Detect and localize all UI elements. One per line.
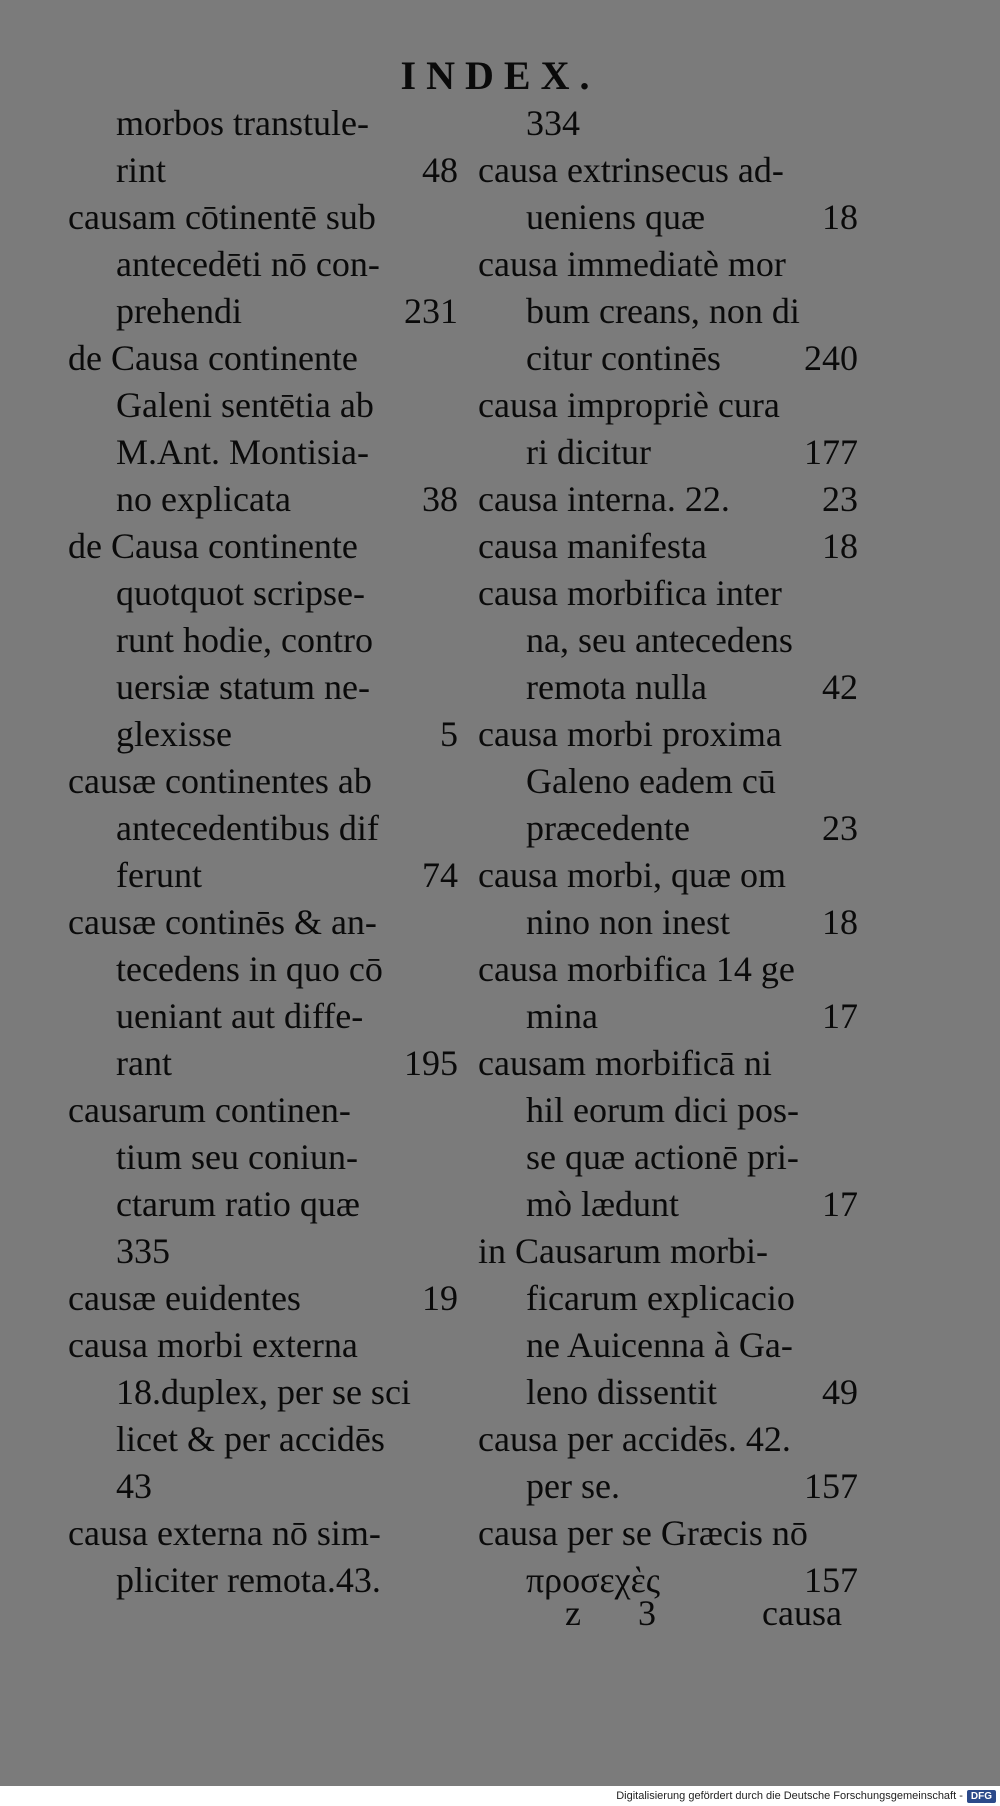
- index-line: [68, 194, 458, 241]
- index-entry-text: glexisse: [116, 714, 232, 754]
- index-entry-text: ficarum explicacio: [526, 1278, 795, 1318]
- index-entry-text: M.Ant. Montisia-: [116, 432, 370, 472]
- index-entry-text: causa morbi externa: [68, 1325, 358, 1365]
- index-entry-text: Galeni sentētia ab: [116, 385, 374, 425]
- index-line: [68, 1040, 458, 1087]
- index-line: [68, 617, 458, 664]
- index-line: [478, 899, 858, 946]
- index-entry-text: causæ continentes ab: [68, 761, 372, 801]
- credit-bar: [0, 1786, 1000, 1806]
- index-entry-text: quotquot scripse-: [116, 573, 365, 613]
- index-entry-text: leno dissentit: [526, 1372, 717, 1412]
- index-entry-text: no explicata: [116, 479, 291, 519]
- index-line: [68, 805, 458, 852]
- index-entry-text: tium seu coniun-: [116, 1137, 358, 1177]
- index-entry-text: causa morbifica inter: [478, 573, 782, 613]
- index-line: [68, 1416, 458, 1463]
- index-line: [68, 1369, 458, 1416]
- index-entry-text: causa manifesta: [478, 526, 707, 566]
- index-line: [478, 946, 858, 993]
- index-entry-text: de Causa continente: [68, 338, 358, 378]
- index-entry-text: uersiæ statum ne-: [116, 667, 370, 707]
- index-line: [68, 711, 458, 758]
- index-line: [68, 1510, 458, 1557]
- index-entry-text: hil eorum dici pos-: [526, 1090, 799, 1130]
- index-line: [478, 194, 858, 241]
- index-entry-text: causarum continen-: [68, 1090, 351, 1130]
- index-line: [68, 1275, 458, 1322]
- index-entry-text: causam cōtinentē sub: [68, 197, 376, 237]
- index-line: [68, 288, 458, 335]
- index-line: [68, 758, 458, 805]
- index-entry-text: runt hodie, contro: [116, 620, 373, 660]
- page-footer: [0, 1592, 1000, 1642]
- index-line: [478, 1416, 858, 1463]
- index-line: [478, 664, 858, 711]
- index-entry-text: citur continēs: [526, 338, 721, 378]
- index-line: [68, 1228, 458, 1275]
- index-line: [68, 664, 458, 711]
- index-entry-text: in Causarum morbi-: [478, 1231, 768, 1271]
- index-column-left: [68, 100, 458, 1604]
- index-line: [478, 1510, 858, 1557]
- page-reference: 18: [822, 197, 858, 237]
- page-reference: 19: [422, 1278, 458, 1318]
- index-line: [68, 241, 458, 288]
- index-entry-text: 43: [116, 1466, 152, 1506]
- index-line: [478, 382, 858, 429]
- index-entry-text: causa per se Græcis nō: [478, 1513, 808, 1553]
- index-entry-text: causa impropriè cura: [478, 385, 780, 425]
- index-line: [68, 100, 458, 147]
- signature-mark: z 3: [565, 1593, 680, 1633]
- index-entry-text: remota nulla: [526, 667, 707, 707]
- index-line: [478, 852, 858, 899]
- index-line: [68, 523, 458, 570]
- index-line: [478, 617, 858, 664]
- index-entry-text: antecedēti nō con-: [116, 244, 380, 284]
- index-column-right: [478, 100, 858, 1604]
- index-line: [478, 1322, 858, 1369]
- index-line: [68, 852, 458, 899]
- page-reference: 157: [804, 1466, 858, 1506]
- index-line: [68, 1134, 458, 1181]
- dfg-logo: DFG: [967, 1790, 996, 1803]
- index-entry-text: causa morbifica 14 ge: [478, 949, 795, 989]
- index-line: [68, 1463, 458, 1510]
- page-reference: 49: [822, 1372, 858, 1412]
- index-entry-text: se quæ actionē pri-: [526, 1137, 799, 1177]
- index-line: [68, 1181, 458, 1228]
- index-line: [478, 523, 858, 570]
- index-line: [68, 899, 458, 946]
- index-line: [68, 993, 458, 1040]
- page-reference: 17: [822, 996, 858, 1036]
- index-line: [478, 1087, 858, 1134]
- index-line: [478, 1463, 858, 1510]
- index-line: [68, 382, 458, 429]
- index-line: [68, 476, 458, 523]
- index-entry-text: bum creans, non di: [526, 291, 800, 331]
- index-entry-text: rint: [116, 150, 166, 190]
- index-entry-text: na, seu antecedens: [526, 620, 793, 660]
- page-reference: 74: [422, 855, 458, 895]
- index-line: [478, 241, 858, 288]
- index-entry-text: Galeno eadem cū: [526, 761, 776, 801]
- index-line: [478, 993, 858, 1040]
- index-line: [68, 1087, 458, 1134]
- index-line: [478, 429, 858, 476]
- page-reference: 18: [822, 526, 858, 566]
- index-entry-text: antecedentibus dif: [116, 808, 379, 848]
- index-entry-text: ri dicitur: [526, 432, 651, 472]
- index-entry-text: 334: [526, 103, 580, 143]
- index-line: [478, 805, 858, 852]
- index-line: [68, 429, 458, 476]
- index-entry-text: tecedens in quo cō: [116, 949, 383, 989]
- page-reference: 18: [822, 902, 858, 942]
- index-entry-text: 335: [116, 1231, 170, 1271]
- catchword: causa: [762, 1593, 842, 1633]
- index-line: [68, 946, 458, 993]
- index-entry-text: causa externa nō sim-: [68, 1513, 381, 1553]
- index-entry-text: causæ euidentes: [68, 1278, 301, 1318]
- index-entry-text: ueniant aut diffe-: [116, 996, 364, 1036]
- index-entry-text: mina: [526, 996, 598, 1036]
- index-line: [478, 758, 858, 805]
- index-line: [478, 476, 858, 523]
- index-line: [478, 1275, 858, 1322]
- index-line: [478, 147, 858, 194]
- index-entry-text: causa immediatè mor: [478, 244, 786, 284]
- page-reference: 231: [404, 291, 458, 331]
- index-entry-text: prehendi: [116, 291, 242, 331]
- index-entry-text: præcedente: [526, 808, 690, 848]
- page-reference: 23: [822, 479, 858, 519]
- page-reference: 157: [804, 1560, 858, 1600]
- index-line: [68, 147, 458, 194]
- index-entry-text: 18.duplex, per se sci: [116, 1372, 411, 1412]
- index-entry-text: ctarum ratio quæ: [116, 1184, 360, 1224]
- index-line: [68, 335, 458, 382]
- index-line: [478, 711, 858, 758]
- page-title: INDEX.: [400, 53, 600, 98]
- index-line: [68, 1322, 458, 1369]
- index-entry-text: causa morbi, quæ om: [478, 855, 786, 895]
- index-entry-text: causæ continēs & an-: [68, 902, 377, 942]
- index-entry-text: προσεχὲς: [526, 1560, 661, 1600]
- index-line: [478, 1040, 858, 1087]
- index-line: [478, 1181, 858, 1228]
- index-entry-text: pliciter remota.43.: [116, 1560, 381, 1600]
- index-line: [68, 570, 458, 617]
- index-entry-text: ueniens quæ: [526, 197, 705, 237]
- index-entry-text: de Causa continente: [68, 526, 358, 566]
- page-reference: 240: [804, 338, 858, 378]
- index-line: [478, 570, 858, 617]
- index-line: [478, 1369, 858, 1416]
- index-line: [478, 335, 858, 382]
- index-line: [478, 1228, 858, 1275]
- page-reference: 48: [422, 150, 458, 190]
- index-entry-text: causa morbi proxima: [478, 714, 782, 754]
- index-line: [478, 1134, 858, 1181]
- page-reference: 23: [822, 808, 858, 848]
- index-line: [478, 288, 858, 335]
- page-reference: 17: [822, 1184, 858, 1224]
- page-reference: 38: [422, 479, 458, 519]
- page-reference: 177: [804, 432, 858, 472]
- index-entry-text: rant: [116, 1043, 172, 1083]
- index-entry-text: causa extrinsecus ad-: [478, 150, 784, 190]
- index-entry-text: ne Auicenna à Ga-: [526, 1325, 793, 1365]
- index-entry-text: ferunt: [116, 855, 202, 895]
- page-reference: 5: [440, 714, 458, 754]
- index-entry-text: morbos transtule-: [116, 103, 369, 143]
- index-entry-text: causam morbificā ni: [478, 1043, 772, 1083]
- index-entry-text: mò lædunt: [526, 1184, 680, 1224]
- index-line: [478, 100, 858, 147]
- index-entry-text: causa per accidēs. 42.: [478, 1419, 791, 1459]
- credit-text: Digitalisierung gefördert durch die Deutsche Forschungsgemeinschaft -: [616, 1790, 963, 1802]
- index-entry-text: per se.: [526, 1466, 620, 1506]
- page-reference: 42: [822, 667, 858, 707]
- page-reference: 195: [404, 1043, 458, 1083]
- index-entry-text: licet & per accidēs: [116, 1419, 385, 1459]
- index-entry-text: nino non inest: [526, 902, 730, 942]
- index-entry-text: causa interna. 22.: [478, 479, 730, 519]
